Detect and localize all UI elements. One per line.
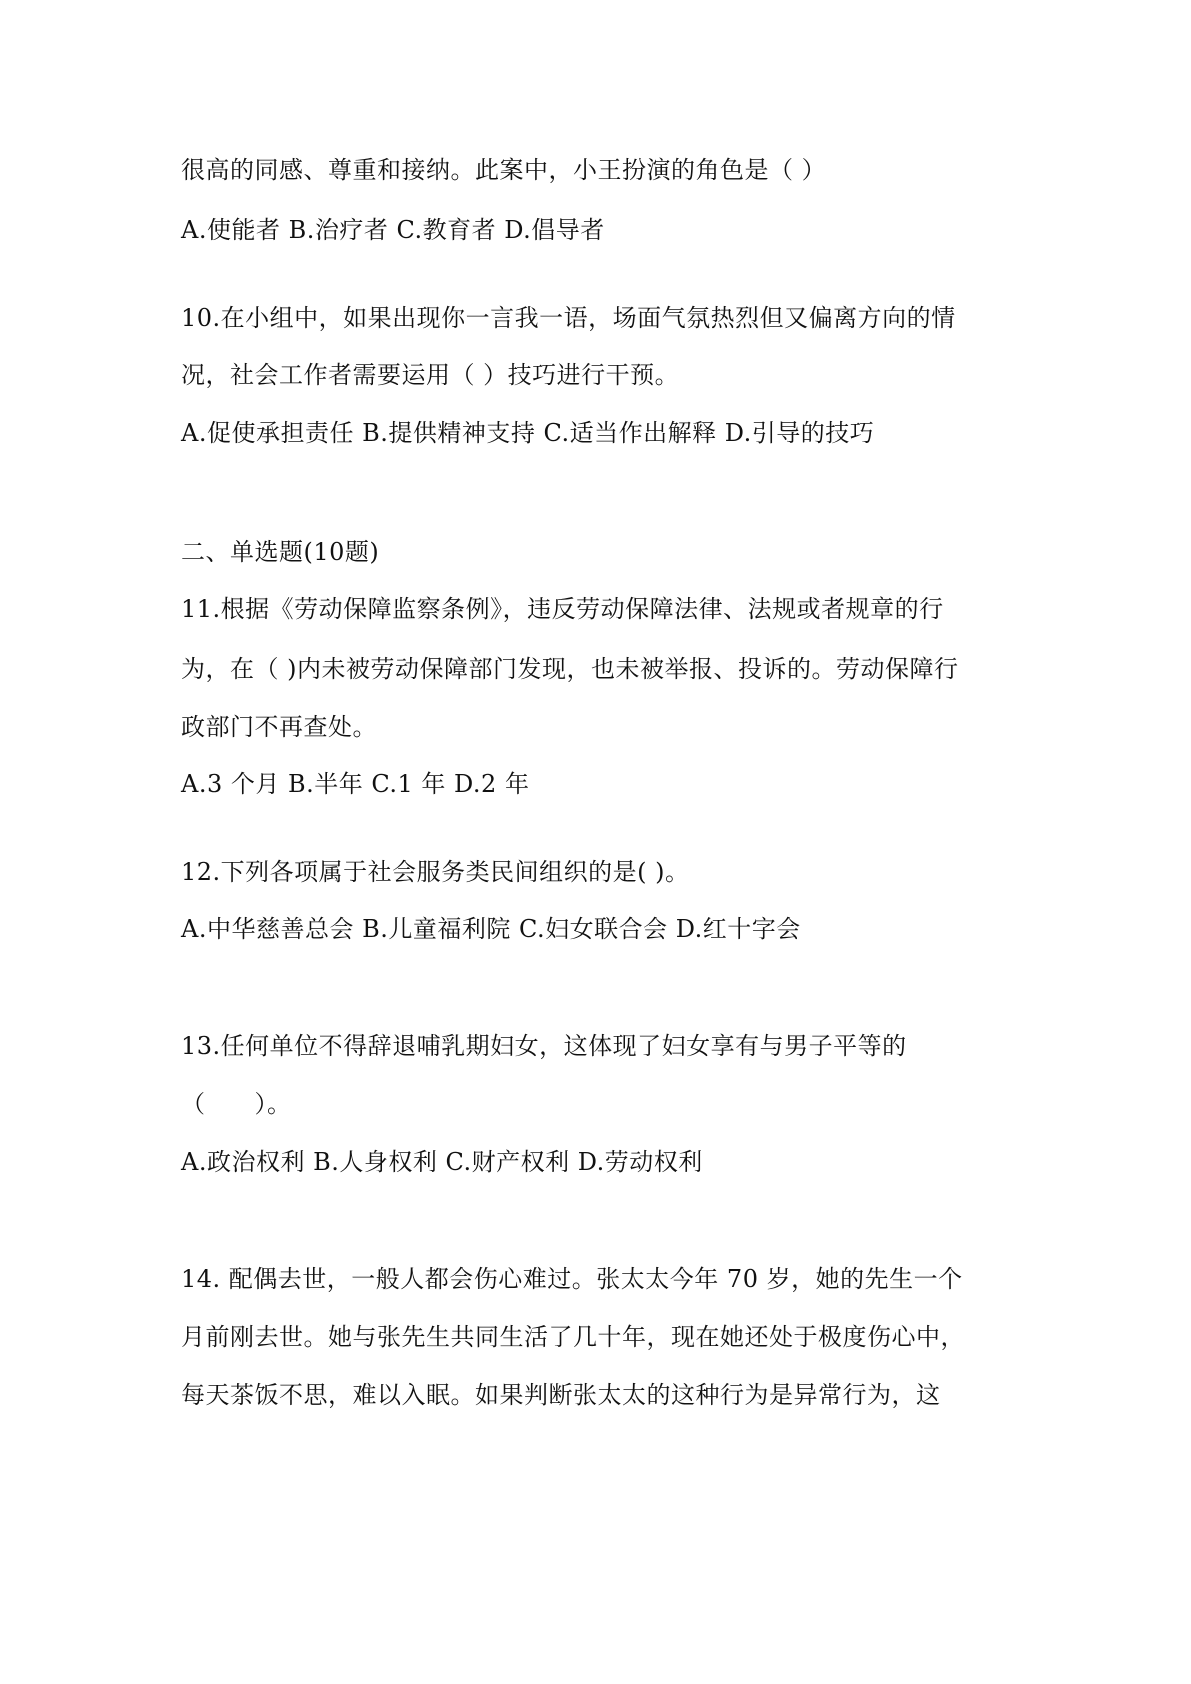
q14-stem-line-3: 每天茶饭不思，难以入眠。如果判断张太太的这种行为是异常行为，这 bbox=[181, 1381, 941, 1409]
q9-options: A.使能者 B.治疗者 C.教育者 D.倡导者 bbox=[181, 216, 605, 244]
q13-stem-line-1: 13.任何单位不得辞退哺乳期妇女，这体现了妇女享有与男子平等的 bbox=[181, 1032, 907, 1060]
q11-stem-line-3: 政部门不再查处。 bbox=[181, 713, 377, 741]
q13-stem-line-2: （ ）。 bbox=[181, 1090, 292, 1118]
q13-options: A.政治权利 B.人身权利 C.财产权利 D.劳动权利 bbox=[181, 1148, 703, 1176]
section-heading: 二、单选题(10题) bbox=[181, 538, 380, 566]
q12-options: A.中华慈善总会 B.儿童福利院 C.妇女联合会 D.红十字会 bbox=[181, 915, 801, 943]
q10-options: A.促使承担责任 B.提供精神支持 C.适当作出解释 D.引导的技巧 bbox=[181, 419, 875, 447]
q14-stem-line-1: 14. 配偶去世，一般人都会伤心难过。张太太今年 70 岁，她的先生一个 bbox=[181, 1265, 963, 1293]
q12-stem: 12.下列各项属于社会服务类民间组织的是( )。 bbox=[181, 858, 690, 886]
q11-stem-line-1: 11.根据《劳动保障监察条例》，违反劳动保障法律、法规或者规章的行 bbox=[181, 595, 944, 623]
q11-stem-line-2: 为，在（ )内未被劳动保障部门发现，也未被举报、投诉的。劳动保障行 bbox=[181, 655, 959, 683]
q11-options: A.3 个月 B.半年 C.1 年 D.2 年 bbox=[181, 770, 530, 798]
q10-stem-line-2: 况，社会工作者需要运用（ ）技巧进行干预。 bbox=[181, 361, 680, 389]
q14-stem-line-2: 月前刚去世。她与张先生共同生活了几十年，现在她还处于极度伤心中， bbox=[181, 1323, 965, 1351]
q10-stem-line-1: 10.在小组中，如果出现你一言我一语，场面气氛热烈但又偏离方向的情 bbox=[181, 304, 956, 332]
q9-stem-line: 很高的同感、尊重和接纳。此案中，小王扮演的角色是（ ） bbox=[181, 156, 827, 184]
